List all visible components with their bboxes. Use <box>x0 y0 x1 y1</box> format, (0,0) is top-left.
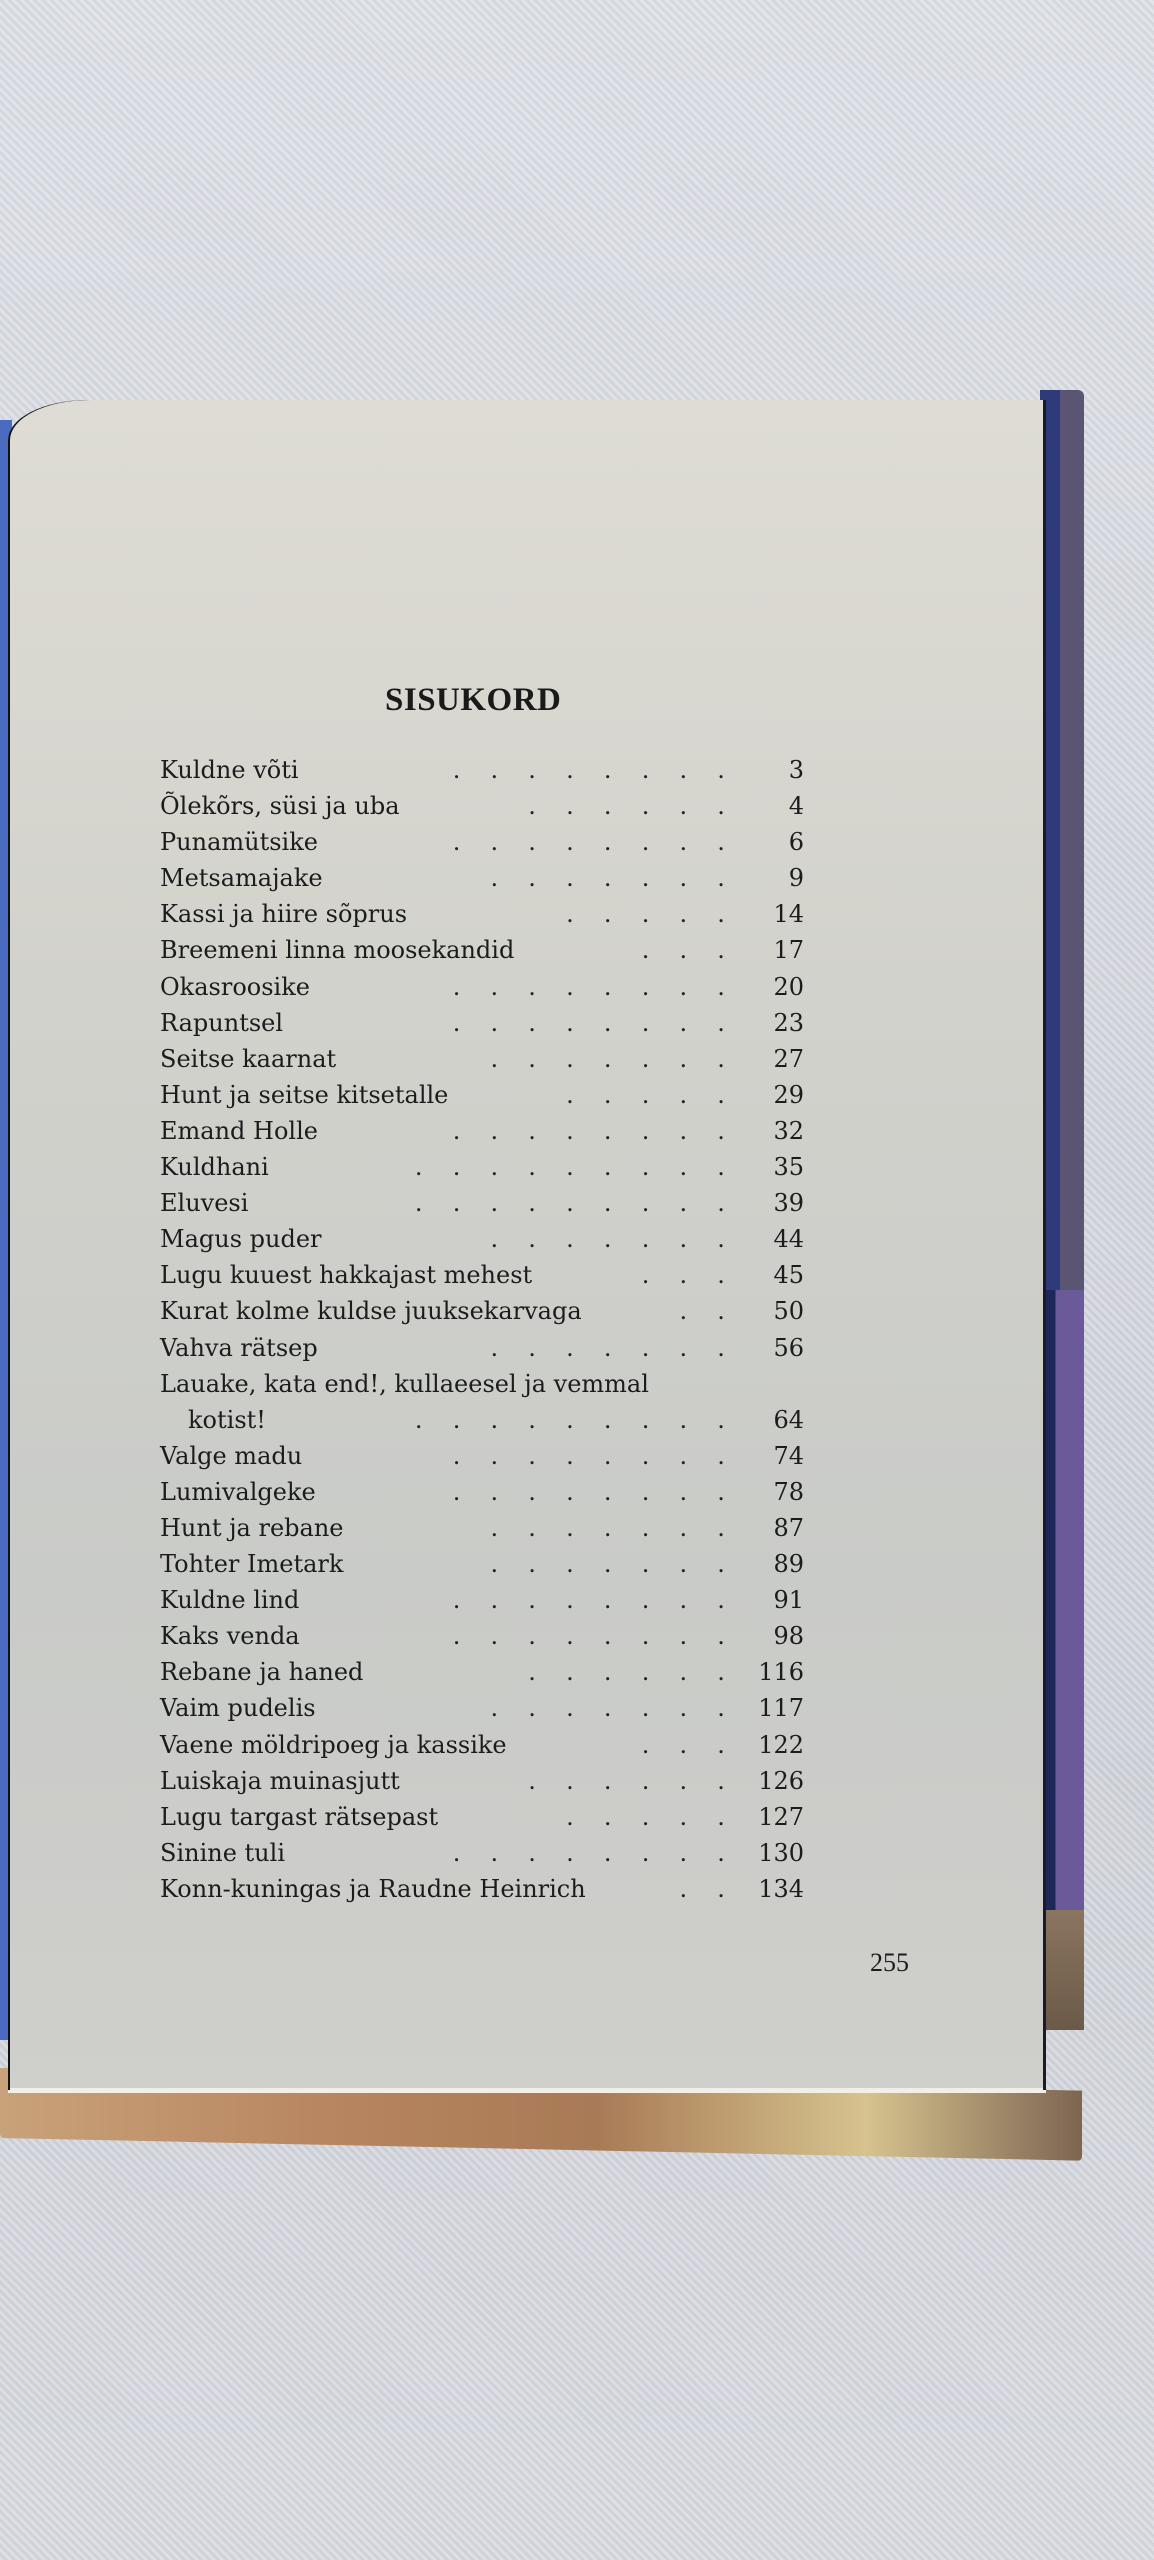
toc-entry <box>160 1871 810 1907</box>
dot-leader: . . . <box>641 1261 725 1290</box>
toc-entry-page: 116 <box>758 1658 804 1687</box>
page-number: 255 <box>870 1948 909 1977</box>
toc-entry-title: Vahva rätsep <box>160 1333 318 1362</box>
toc-entry-page: 29 <box>773 1080 804 1109</box>
dot-leader: . . . . . . . . <box>452 972 725 1001</box>
dot-leader: . . . <box>641 936 725 965</box>
toc-entry-title: Luiskaja muinasjutt <box>160 1766 400 1795</box>
toc-entry-title: Rebane ja haned <box>160 1658 364 1687</box>
toc-entry <box>160 1113 810 1149</box>
toc-entry-page: 56 <box>773 1333 804 1362</box>
dot-leader: . . . . . . . <box>490 1694 725 1723</box>
toc-entry-title: Rapuntsel <box>160 1008 284 1037</box>
toc-entry-title: kotist! <box>188 1405 266 1434</box>
toc-entry <box>160 1799 810 1835</box>
toc-entry-title: Õlekõrs, süsi ja uba <box>160 792 400 821</box>
toc-entry-title: Kurat kolme kuldse juuksekarvaga <box>160 1297 582 1326</box>
toc-entry-page: 89 <box>773 1550 804 1579</box>
toc-entry <box>160 1582 810 1618</box>
dot-leader: . . . . . . . . <box>452 1116 725 1145</box>
dot-leader: . . . . . <box>566 1802 725 1831</box>
dot-leader: . . . . . . . <box>490 1513 725 1542</box>
toc-entry-page: 20 <box>773 972 804 1001</box>
dot-leader: . . . . . <box>566 900 725 929</box>
dot-leader: . . . . . . . <box>490 1225 725 1254</box>
toc-entry <box>160 1005 810 1041</box>
toc-entry-title: Metsamajake <box>160 864 323 893</box>
toc-entry-page: 6 <box>788 828 804 857</box>
dot-leader: . . . . . . <box>528 1766 725 1795</box>
toc-entry-title: Hunt ja seitse kitsetalle <box>160 1080 449 1109</box>
toc-entry-page: 3 <box>788 756 804 784</box>
toc-entry <box>160 824 810 860</box>
dot-leader: . . . . . . . . <box>452 756 725 784</box>
toc-entry-title: Konn-kuningas ja Raudne Heinrich <box>160 1874 586 1903</box>
book-cover-corner <box>1040 1910 1084 2030</box>
toc-entry <box>160 1654 810 1690</box>
toc-entry-title: Lugu kuuest hakkajast mehest <box>160 1261 533 1290</box>
toc-entry <box>160 1402 810 1438</box>
toc-entry-title: Eluvesi <box>160 1189 249 1218</box>
toc-entry <box>160 1330 810 1366</box>
toc-entry-page: 122 <box>758 1730 804 1759</box>
toc-entry-page: 44 <box>773 1225 804 1254</box>
toc-entry-page: 4 <box>788 792 804 821</box>
toc-entry-page: 117 <box>758 1694 804 1723</box>
toc-entry <box>160 1077 810 1113</box>
dot-leader: . . . . . <box>566 1080 725 1109</box>
toc-entry <box>160 1510 810 1546</box>
toc-entry-page: 32 <box>773 1116 804 1145</box>
toc-entry-page: 39 <box>773 1189 804 1218</box>
toc-entry <box>160 1221 810 1257</box>
dot-leader: . . . . . . . . <box>452 1586 725 1615</box>
toc-entry <box>160 1690 810 1726</box>
toc-entry-title: Hunt ja rebane <box>160 1513 344 1542</box>
toc-entry-title: Lumivalgeke <box>160 1477 316 1506</box>
toc-entry-page: 45 <box>773 1261 804 1290</box>
toc-entry <box>160 1763 810 1799</box>
toc-entry-page: 91 <box>773 1586 804 1615</box>
toc-entry-title: Emand Holle <box>160 1116 318 1145</box>
toc-entry-title: Okasroosike <box>160 972 310 1001</box>
toc-entry-page: 134 <box>758 1874 804 1903</box>
toc-entry-page: 87 <box>773 1513 804 1542</box>
toc-entry <box>160 1618 810 1654</box>
toc-entry-title: Punamütsike <box>160 828 318 857</box>
toc-entry <box>160 1835 810 1871</box>
book-cover-lower-strip <box>1040 1290 1084 1970</box>
book-cover-right-edge <box>1040 390 1084 2030</box>
dot-leader: . . . . . . <box>528 1658 725 1687</box>
toc-entry-title: Sinine tuli <box>160 1838 285 1867</box>
dot-leader: . . . . . . . . . <box>414 1405 725 1434</box>
dot-leader: . . . . . . . . <box>452 1838 725 1867</box>
toc-entry-title: Kuldne lind <box>160 1586 300 1615</box>
toc-entry-title: Vaim pudelis <box>160 1694 316 1723</box>
toc-entry-title: Kuldne võti <box>160 756 299 784</box>
toc-entry <box>160 752 810 788</box>
toc-entry-title: Magus puder <box>160 1225 322 1254</box>
toc-entry-page: 78 <box>773 1477 804 1506</box>
toc-entry <box>160 1185 810 1221</box>
dot-leader: . . . . . . . . <box>452 828 725 857</box>
toc-entry-page: 27 <box>773 1044 804 1073</box>
dot-leader: . . . . . . . . <box>452 1477 725 1506</box>
toc-entry-title: Kaks venda <box>160 1622 300 1651</box>
toc-entry <box>160 1149 810 1185</box>
dot-leader: . . . . . . . . <box>452 1622 725 1651</box>
toc-entry-title: Breemeni linna moosekandid <box>160 936 515 965</box>
toc-entry-page: 130 <box>758 1838 804 1867</box>
dot-leader: . . . . . . . <box>490 1044 725 1073</box>
toc-entry <box>160 1366 810 1402</box>
toc-entry-title: Seitse kaarnat <box>160 1044 337 1073</box>
toc-entry <box>160 1474 810 1510</box>
dot-leader: . . <box>679 1297 725 1326</box>
dot-leader: . . . . . . . <box>490 1333 725 1362</box>
toc-entry <box>160 1546 810 1582</box>
toc-entry-page: 35 <box>773 1153 804 1182</box>
dot-leader: . . . . . . . . . <box>414 1153 725 1182</box>
toc-entry-title: Valge madu <box>160 1441 303 1470</box>
toc-entry-page: 74 <box>773 1441 804 1470</box>
table-of-contents <box>160 752 810 1907</box>
toc-entry <box>160 932 810 968</box>
dot-leader: . . . . . . . . <box>452 1008 725 1037</box>
toc-entry-page: 14 <box>773 900 804 929</box>
toc-entry <box>160 896 810 932</box>
toc-entry-page: 17 <box>773 936 804 965</box>
toc-entry <box>160 860 810 896</box>
toc-entry-page: 127 <box>758 1802 804 1831</box>
toc-entry-page: 9 <box>788 864 804 893</box>
toc-entry-page: 126 <box>758 1766 804 1795</box>
toc-entry <box>160 1438 810 1474</box>
dot-leader: . . . . . . <box>528 792 725 821</box>
toc-entry <box>160 788 810 824</box>
toc-entry <box>160 969 810 1005</box>
toc-entry <box>160 1041 810 1077</box>
toc-entry <box>160 1257 810 1293</box>
toc-entry-title: Lauake, kata end!, kullaeesel ja vemmal <box>160 1369 649 1398</box>
dot-leader: . . <box>679 1874 725 1903</box>
toc-entry-page: 50 <box>773 1297 804 1326</box>
toc-entry-page: 64 <box>773 1405 804 1434</box>
dot-leader: . . . . . . . . <box>452 1441 725 1470</box>
toc-entry-title: Kuldhani <box>160 1153 269 1182</box>
dot-leader: . . . <box>641 1730 725 1759</box>
toc-entry-page: 23 <box>773 1008 804 1037</box>
page-title: SISUKORD <box>385 682 562 718</box>
toc-entry-title: Tohter Imetark <box>160 1550 344 1579</box>
dot-leader: . . . . . . . . . <box>414 1189 725 1218</box>
toc-entry-title: Kassi ja hiire sõprus <box>160 900 408 929</box>
toc-entry-page: 98 <box>773 1622 804 1651</box>
toc-entry <box>160 1293 810 1329</box>
toc-entry <box>160 1727 810 1763</box>
dot-leader: . . . . . . . <box>490 1550 725 1579</box>
dot-leader: . . . . . . . <box>490 864 725 893</box>
toc-entry-title: Lugu targast rätsepast <box>160 1802 439 1831</box>
toc-entry-title: Vaene möldripoeg ja kassike <box>160 1730 507 1759</box>
